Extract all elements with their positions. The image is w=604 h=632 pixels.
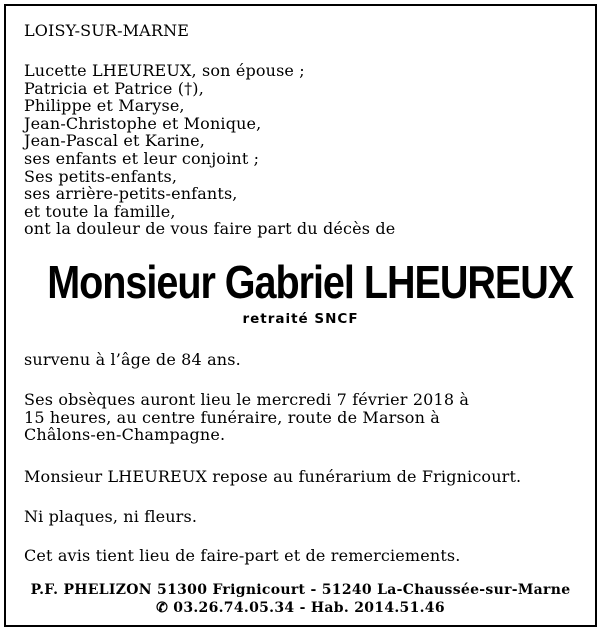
family-announcement (24, 62, 589, 238)
funeral-line: 15 heures, au centre funéraire, route de Marson à (24, 407, 440, 427)
family-line: ses arrière-petits-enfants, (24, 184, 238, 204)
funeral-line: Châlons-en-Champagne. (24, 425, 226, 445)
family-line: ont la douleur de vous faire part du décès de (24, 219, 396, 239)
age-statement: survenu à l’âge de 84 ans. (24, 350, 241, 369)
family-line: Jean-Pascal et Karine, (24, 131, 206, 151)
thanks-statement: Cet avis tient lieu de faire-part et de remerciements. (24, 546, 461, 565)
family-line: Philippe et Maryse, (24, 96, 185, 116)
family-line: Ses petits-enfants, (24, 166, 178, 186)
family-line: ses enfants et leur conjoint ; (24, 148, 260, 168)
family-line: Patricia et Patrice (†), (24, 78, 204, 98)
family-line: Jean-Christophe et Monique, (24, 113, 262, 133)
no-flowers-statement: Ni plaques, ni fleurs. (24, 507, 198, 526)
deceased-occupation: retraité SNCF (242, 311, 359, 327)
funeral-director-contact: ✆ 03.26.74.05.34 - Hab. 2014.51.46 (156, 600, 445, 616)
family-line: et toute la famille, (24, 201, 176, 221)
funeral-details (24, 391, 589, 444)
funeral-line: Ses obsèques auront lieu le mercredi 7 février 2018 à (24, 390, 470, 409)
deceased-name: Monsieur Gabriel LHEUREUX (47, 256, 574, 308)
deceased-block (6, 256, 595, 327)
funeral-director-footer (6, 581, 595, 617)
funeral-director-address: P.F. PHELIZON 51300 Frignicourt - 51240 La-Chaussée-sur-Marne (30, 582, 571, 598)
obituary-notice (4, 4, 597, 627)
family-line: Lucette LHEUREUX, son épouse ; (24, 61, 305, 80)
town-name: LOISY-SUR-MARNE (24, 21, 190, 40)
funeral-home-statement: Monsieur LHEUREUX repose au funérarium de Frignicourt. (24, 467, 522, 486)
